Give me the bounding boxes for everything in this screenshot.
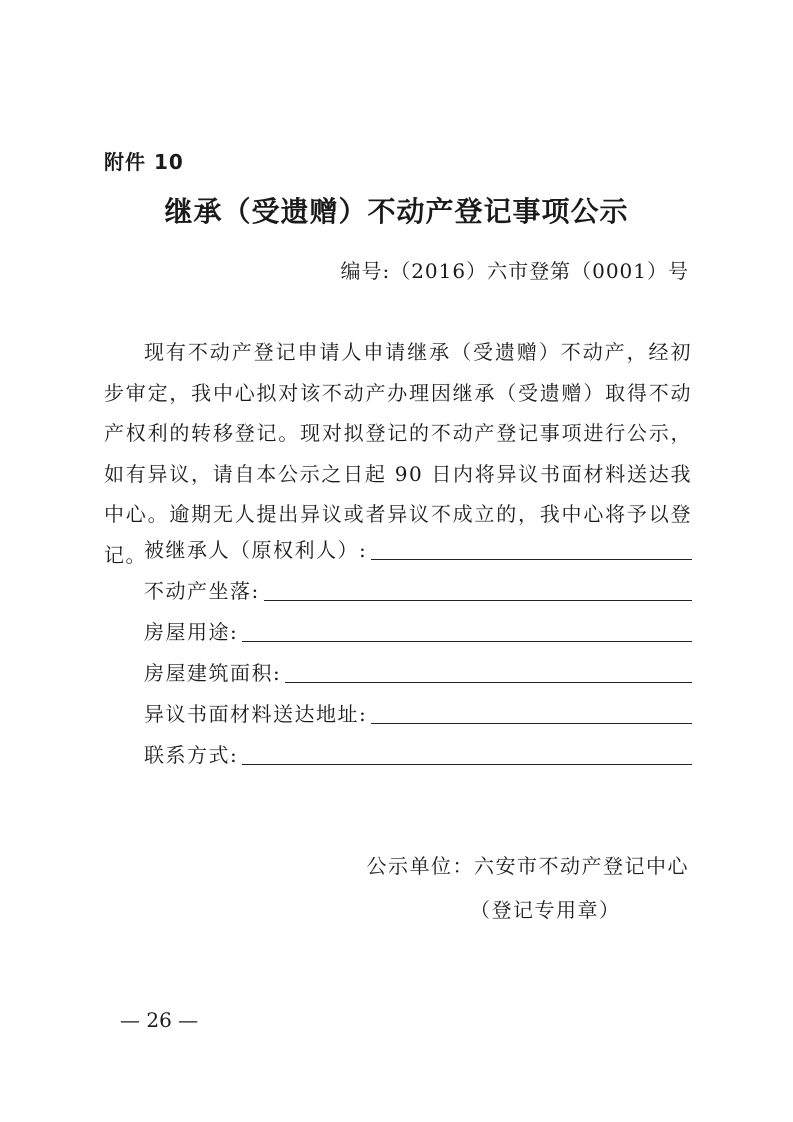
field-label: 异议书面材料送达地址: — [144, 702, 368, 726]
page-number: — 26 — — [120, 1008, 199, 1032]
attachment-label: 附件 10 — [104, 150, 184, 174]
field-label: 房屋建筑面积: — [144, 661, 282, 685]
issuing-unit: 公示单位：六安市不动产登记中心 — [366, 854, 689, 878]
field-building-use — [144, 615, 692, 645]
field-label: 房屋用途: — [144, 620, 239, 644]
fill-in-line — [264, 599, 692, 601]
body-paragraph: 现有不动产登记申请人申请继承（受遗赠）不动产，经初步审定，我中心拟对该不动产办理因继承（受遗赠）取得不动产权利的转移登记。现对拟登记的不动产登记事项进行公示，如有异议，请自本公示之日起 90 日内将异议书面材料送达我中心。逾期无人提出异议或者异议不成立的，我中心将予以登记。 — [104, 340, 692, 567]
stamp-note: （登记专用章） — [470, 898, 621, 922]
field-label: 不动产坐落: — [144, 579, 260, 603]
field-label: 联系方式: — [144, 743, 239, 767]
field-label: 被继承人（原权利人）: — [144, 538, 368, 562]
fill-in-line — [242, 763, 692, 765]
document-number: 编号:（2016）六市登第（0001）号 — [340, 259, 689, 283]
field-building-area — [144, 656, 692, 686]
field-contact — [144, 738, 692, 768]
field-objection-address — [144, 697, 692, 727]
fill-in-line — [371, 558, 692, 560]
fill-in-line — [242, 640, 692, 642]
fill-in-line — [285, 681, 692, 683]
document-title: 继承（受遗赠）不动产登记事项公示 — [164, 195, 629, 228]
fill-in-line — [371, 722, 692, 724]
field-decedent — [144, 533, 692, 563]
field-property-location — [144, 574, 692, 604]
